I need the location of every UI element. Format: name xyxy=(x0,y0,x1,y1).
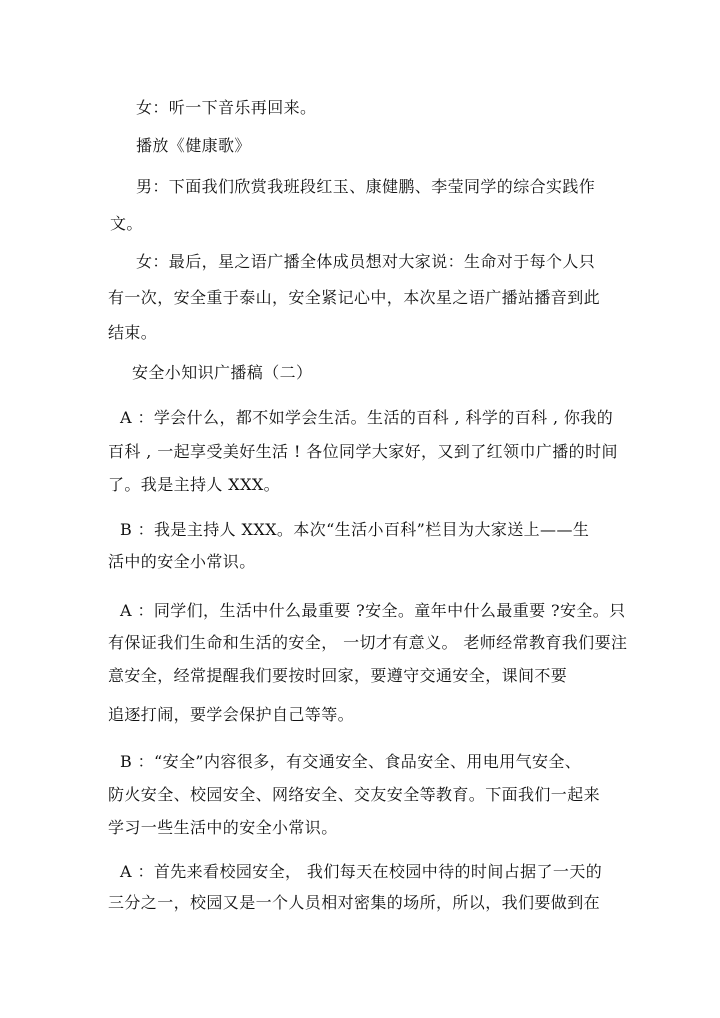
text-line: 三分之一，校园又是一个人员相对密集的场所，所以，我们要做到在 xyxy=(108,893,601,912)
text-line: 学习一些生活中的安全小常识。 xyxy=(108,818,338,837)
text-line: 追逐打闹，要学会保护自己等等。 xyxy=(108,705,355,724)
text-line: 男：下面我们欣赏我班段红玉、康健鹏、李莹同学的综合实践作 xyxy=(136,177,596,196)
text-line: 女：听一下音乐再回来。 xyxy=(136,98,317,117)
text-line: 结束。 xyxy=(108,323,158,342)
text-line: 文。 xyxy=(110,214,143,233)
text-line: A ：学会什么，都不如学会生活。生活的百科 , 科学的百科 , 你我的 xyxy=(120,408,614,427)
text-line: 播放《健康歌》 xyxy=(136,136,251,155)
text-line: 有一次，安全重于泰山，安全紧记心中，本次星之语广播站播音到此 xyxy=(108,288,601,307)
text-line: 活中的安全小常识。 xyxy=(108,552,256,571)
text-line: 女：最后，星之语广播全体成员想对大家说：生命对于每个人只 xyxy=(136,252,596,271)
text-line: B ：“安全”内容很多，有交通安全、食品安全、用电用气安全、 xyxy=(120,752,582,771)
text-line: 意安全，经常提醒我们要按时回家，要遵守交通安全，课间不要 xyxy=(108,666,568,685)
section-heading: 安全小知识广播稿（二） xyxy=(132,363,313,382)
text-line: 有保证我们生命和生活的安全， 一切才有意义。 老师经常教育我们要注 xyxy=(108,633,628,652)
text-line: 百科 , 一起享受美好生活 ! 各位同学大家好，又到了红领巾广播的时间 xyxy=(108,442,618,461)
text-line: 防火安全、校园安全、网络安全、交友安全等教育。下面我们一起来 xyxy=(108,785,601,804)
text-line: 了。我是主持人 XXX。 xyxy=(108,475,281,494)
text-line: B ：我是主持人 XXX。本次“生活小百科”栏目为大家送上——生 xyxy=(120,520,590,539)
text-line: A ：首先来看校园安全， 我们每天在校园中待的时间占据了一天的 xyxy=(120,862,603,881)
text-line: A ：同学们，生活中什么最重要 ?安全。童年中什么最重要 ?安全。只 xyxy=(120,601,626,620)
